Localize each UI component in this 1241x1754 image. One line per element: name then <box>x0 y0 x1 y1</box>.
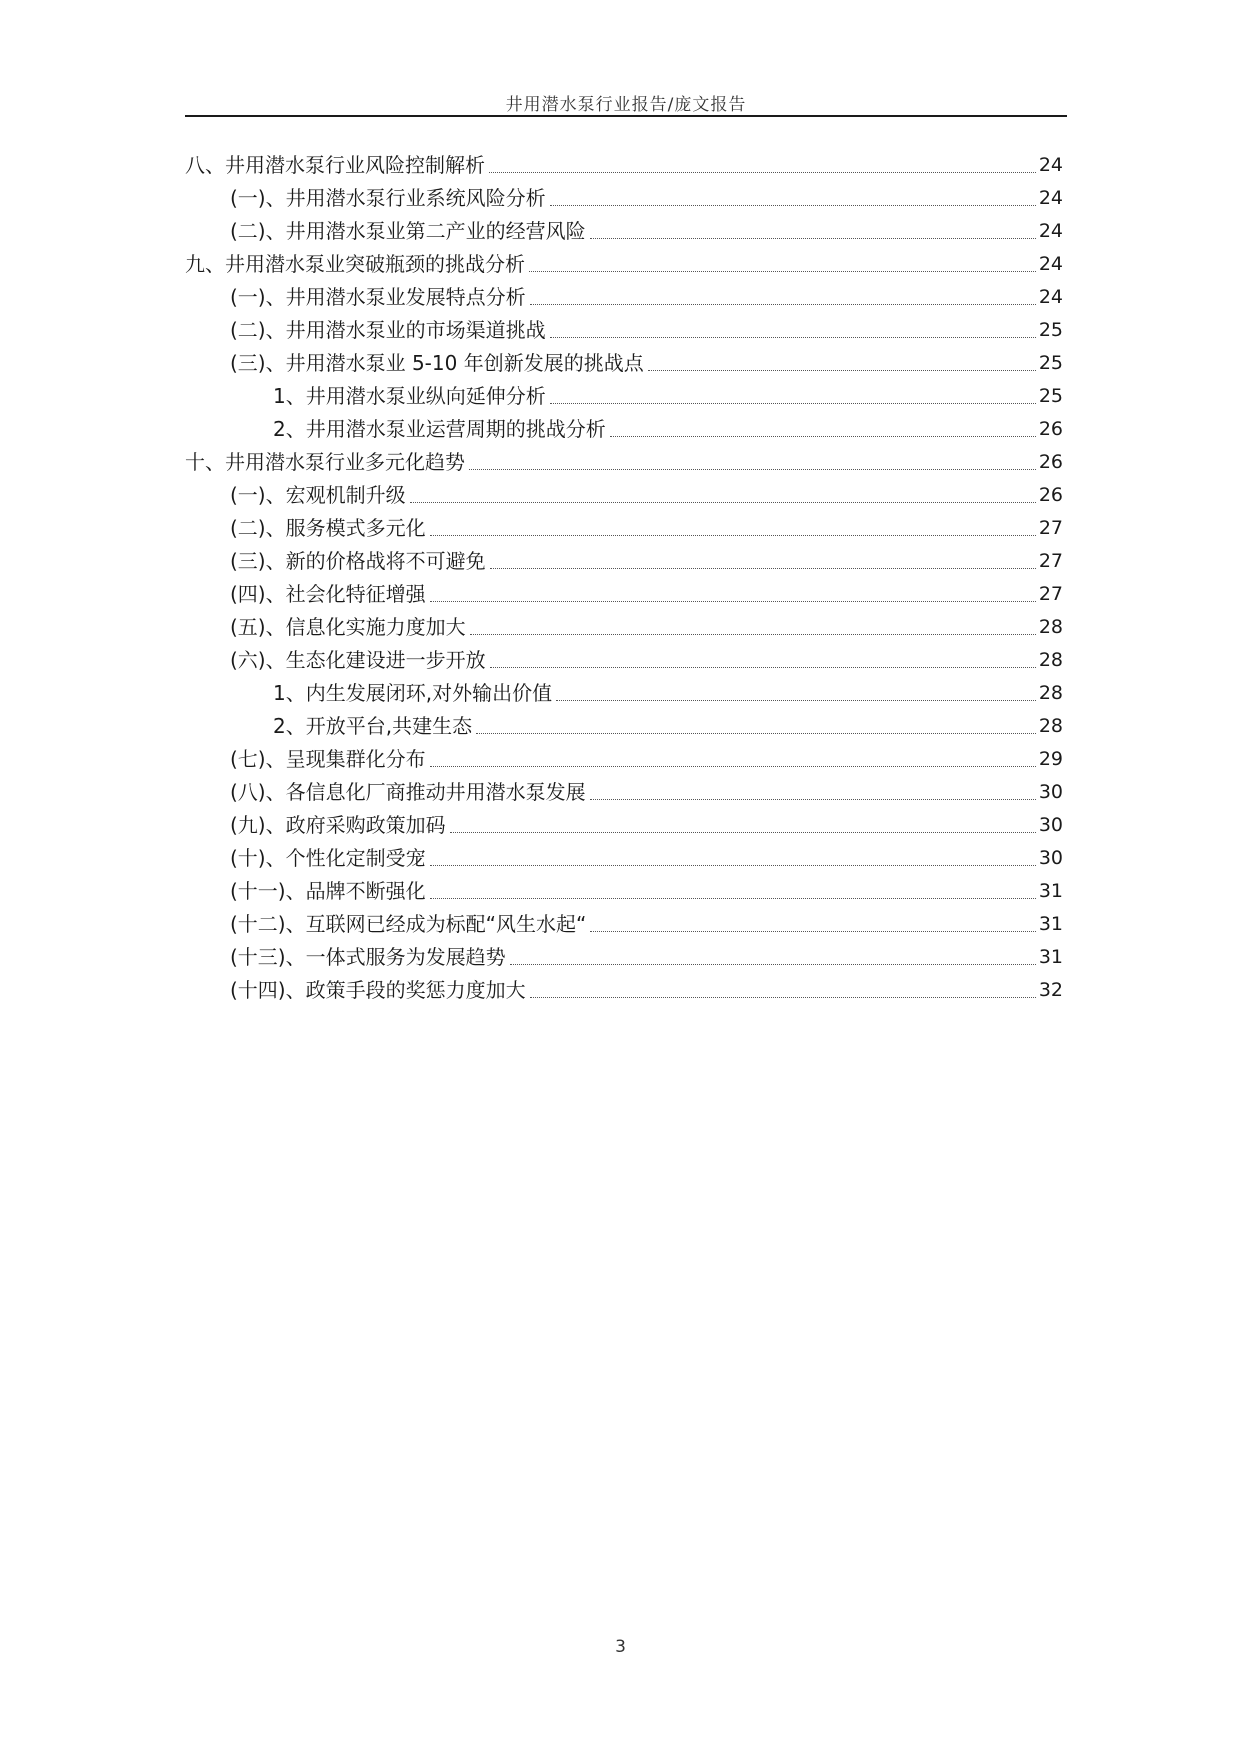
toc-entry-page: 27 <box>1038 550 1063 572</box>
toc-entry[interactable] <box>185 908 1063 941</box>
toc-dot-leader <box>530 304 1036 305</box>
toc-entry-page: 26 <box>1038 418 1063 440</box>
toc-dot-leader <box>469 469 1036 470</box>
toc-dot-leader <box>529 271 1036 272</box>
toc-entry[interactable] <box>185 347 1063 380</box>
toc-dot-leader <box>590 931 1035 932</box>
toc-dot-leader <box>489 172 1036 173</box>
toc-entry[interactable] <box>185 974 1063 1007</box>
toc-dot-leader <box>530 997 1036 998</box>
toc-entry-page: 29 <box>1038 748 1063 770</box>
toc-dot-leader <box>550 403 1036 404</box>
toc-entry[interactable] <box>185 281 1063 314</box>
toc-entry-title: 2、开放平台,共建生态 <box>273 714 473 738</box>
toc-entry-page: 31 <box>1038 913 1063 935</box>
toc-dot-leader <box>610 436 1036 437</box>
toc-entry-page: 30 <box>1038 814 1063 836</box>
toc-dot-leader <box>590 238 1036 239</box>
toc-entry-title: (十)、个性化定制受宠 <box>230 846 426 870</box>
toc-entry-page: 32 <box>1038 979 1063 1001</box>
toc-entry-title: (一)、宏观机制升级 <box>230 483 406 507</box>
toc-entry[interactable] <box>185 941 1063 974</box>
toc-entry-page: 27 <box>1038 517 1063 539</box>
toc-entry-title: (一)、井用潜水泵行业系统风险分析 <box>230 186 546 210</box>
toc-entry-page: 25 <box>1038 319 1063 341</box>
toc-entry[interactable] <box>185 446 1063 479</box>
toc-dot-leader <box>550 337 1036 338</box>
toc-entry-title: 1、内生发展闭环,对外输出价值 <box>273 681 553 705</box>
toc-entry-page: 28 <box>1038 682 1063 704</box>
toc-dot-leader <box>430 601 1036 602</box>
toc-dot-leader <box>490 667 1036 668</box>
toc-entry-title: (五)、信息化实施力度加大 <box>230 615 466 639</box>
toc-entry-page: 28 <box>1038 649 1063 671</box>
toc-entry-title: (一)、井用潜水泵业发展特点分析 <box>230 285 526 309</box>
toc-entry-page: 27 <box>1038 583 1063 605</box>
page-number: 3 <box>615 1637 626 1657</box>
toc-dot-leader <box>450 832 1036 833</box>
toc-dot-leader <box>430 535 1036 536</box>
toc-entry[interactable] <box>185 809 1063 842</box>
toc-dot-leader <box>476 733 1036 734</box>
toc-entry[interactable] <box>185 182 1063 215</box>
toc-dot-leader <box>430 898 1036 899</box>
toc-entry[interactable] <box>185 149 1063 182</box>
toc-entry-title: (十一)、品牌不断强化 <box>230 879 426 903</box>
header-divider <box>185 115 1067 117</box>
toc-entry-title: (二)、井用潜水泵业的市场渠道挑战 <box>230 318 546 342</box>
toc-entry-page: 26 <box>1038 484 1063 506</box>
toc-entry-title: (三)、井用潜水泵业 5-10 年创新发展的挑战点 <box>230 351 644 375</box>
toc-dot-leader <box>430 865 1036 866</box>
toc-entry-title: 十、井用潜水泵行业多元化趋势 <box>185 450 465 474</box>
toc-entry[interactable] <box>185 314 1063 347</box>
toc-entry-page: 24 <box>1038 286 1063 308</box>
toc-entry-page: 31 <box>1038 880 1063 902</box>
toc-entry[interactable] <box>185 677 1063 710</box>
toc-entry[interactable] <box>185 215 1063 248</box>
toc-dot-leader <box>648 370 1036 371</box>
toc-entry-title: (十三)、一体式服务为发展趋势 <box>230 945 506 969</box>
toc-entry-page: 24 <box>1038 154 1063 176</box>
toc-entry-title: (十二)、互联网已经成为标配“风生水起“ <box>230 912 587 936</box>
toc-dot-leader <box>430 766 1036 767</box>
toc-entry-title: 1、井用潜水泵业纵向延伸分析 <box>273 384 546 408</box>
toc-entry[interactable] <box>185 248 1063 281</box>
toc-entry-page: 30 <box>1038 781 1063 803</box>
toc-entry-page: 26 <box>1038 451 1063 473</box>
toc-entry[interactable] <box>185 776 1063 809</box>
toc-entry-page: 24 <box>1038 187 1063 209</box>
toc-dot-leader <box>470 634 1036 635</box>
toc-entry-title: (二)、服务模式多元化 <box>230 516 426 540</box>
toc-dot-leader <box>510 964 1036 965</box>
toc-entry-page: 30 <box>1038 847 1063 869</box>
toc-entry[interactable] <box>185 743 1063 776</box>
toc-entry-page: 24 <box>1038 253 1063 275</box>
toc-dot-leader <box>556 700 1036 701</box>
table-of-contents <box>185 149 1063 1007</box>
toc-entry-title: (六)、生态化建设进一步开放 <box>230 648 486 672</box>
toc-entry[interactable] <box>185 413 1063 446</box>
toc-entry[interactable] <box>185 710 1063 743</box>
toc-entry-title: (十四)、政策手段的奖惩力度加大 <box>230 978 526 1002</box>
toc-entry-title: 九、井用潜水泵业突破瓶颈的挑战分析 <box>185 252 525 276</box>
toc-entry-page: 28 <box>1038 715 1063 737</box>
toc-entry-title: (四)、社会化特征增强 <box>230 582 426 606</box>
toc-entry[interactable] <box>185 611 1063 644</box>
toc-entry[interactable] <box>185 545 1063 578</box>
page-header-title: 井用潜水泵行业报告/庞文报告 <box>505 95 747 115</box>
toc-entry[interactable] <box>185 380 1063 413</box>
toc-entry-page: 31 <box>1038 946 1063 968</box>
toc-dot-leader <box>550 205 1036 206</box>
toc-entry[interactable] <box>185 479 1063 512</box>
toc-entry-page: 25 <box>1038 385 1063 407</box>
toc-dot-leader <box>410 502 1036 503</box>
toc-entry-page: 28 <box>1038 616 1063 638</box>
toc-entry-title: (七)、呈现集群化分布 <box>230 747 426 771</box>
toc-entry[interactable] <box>185 875 1063 908</box>
toc-entry[interactable] <box>185 512 1063 545</box>
toc-entry-title: 八、井用潜水泵行业风险控制解析 <box>185 153 485 177</box>
toc-entry-title: (三)、新的价格战将不可避免 <box>230 549 486 573</box>
toc-dot-leader <box>490 568 1036 569</box>
toc-entry[interactable] <box>185 842 1063 875</box>
toc-entry-page: 24 <box>1038 220 1063 242</box>
toc-dot-leader <box>590 799 1036 800</box>
toc-entry-title: 2、井用潜水泵业运营周期的挑战分析 <box>273 417 606 441</box>
toc-entry-title: (九)、政府采购政策加码 <box>230 813 446 837</box>
toc-entry[interactable] <box>185 578 1063 611</box>
toc-entry-title: (二)、井用潜水泵业第二产业的经营风险 <box>230 219 586 243</box>
toc-entry[interactable] <box>185 644 1063 677</box>
toc-entry-page: 25 <box>1038 352 1063 374</box>
toc-entry-title: (八)、各信息化厂商推动井用潜水泵发展 <box>230 780 586 804</box>
